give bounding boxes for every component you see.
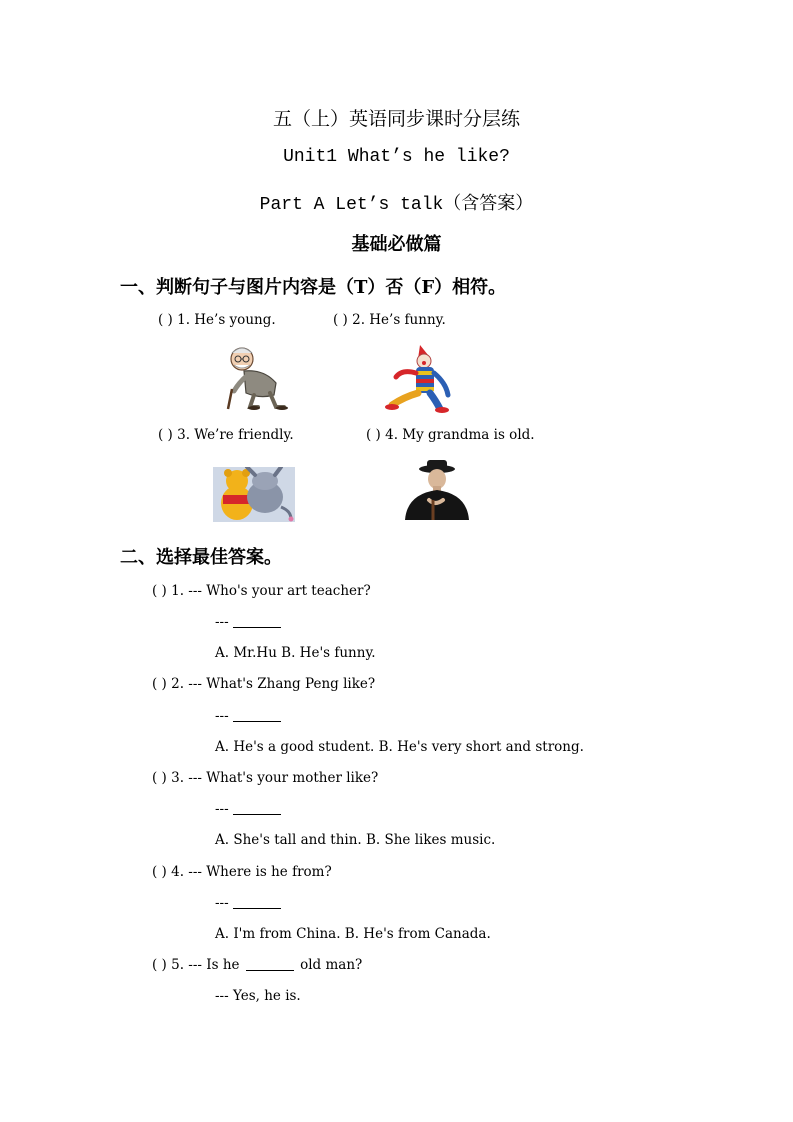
question-2-2-reply — [215, 708, 281, 724]
question-2-4-stem: ( ) 4. --- Where is he from? — [152, 864, 332, 880]
reply-dashes: --- — [215, 708, 229, 724]
level-title: 基础必做篇 — [351, 234, 442, 255]
clown-picture — [384, 343, 454, 413]
answer-blank[interactable] — [246, 969, 294, 971]
question-2-1-reply — [215, 614, 281, 630]
question-2-3-reply — [215, 801, 281, 817]
question-1-1: ( ) 1. He’s young. — [158, 312, 276, 328]
reply-dashes: --- — [215, 895, 229, 911]
stem-after-blank: old man? — [300, 957, 363, 973]
unit-title: Unit1 What’s he like? — [283, 147, 510, 167]
answer-blank[interactable] — [233, 907, 281, 909]
page-title: 五（上）英语同步课时分层练 — [272, 108, 520, 130]
question-2-3-stem: ( ) 3. --- What's your mother like? — [152, 770, 379, 786]
pooh-eeyore-picture — [213, 467, 295, 522]
question-1-3: ( ) 3. We’re friendly. — [158, 427, 294, 443]
question-1-2: ( ) 2. He’s funny. — [333, 312, 446, 328]
question-2-5-reply: --- Yes, he is. — [215, 988, 301, 1004]
answer-blank[interactable] — [233, 626, 281, 628]
question-2-5-stem — [152, 957, 362, 973]
man-in-hat-picture — [399, 460, 475, 520]
answer-blank[interactable] — [233, 813, 281, 815]
question-2-1-options: A. Mr.Hu B. He's funny. — [215, 645, 376, 661]
reply-dashes: --- — [215, 614, 229, 630]
section2-heading: 二、选择最佳答案。 — [120, 547, 282, 568]
question-2-2-options: A. He's a good student. B. He's very short and strong. — [215, 739, 584, 755]
question-1-4: ( ) 4. My grandma is old. — [366, 427, 535, 443]
question-2-4-options: A. I'm from China. B. He's from Canada. — [215, 926, 491, 942]
stem-before-blank: ( ) 5. --- Is he — [152, 957, 240, 973]
question-2-4-reply — [215, 895, 281, 911]
question-2-2-stem: ( ) 2. --- What's Zhang Peng like? — [152, 676, 376, 692]
old-man-picture — [220, 345, 292, 411]
answer-blank[interactable] — [233, 720, 281, 722]
part-title: Part A Let’s talk（含答案） — [259, 195, 534, 215]
question-2-3-options: A. She's tall and thin. B. She likes music. — [215, 832, 496, 848]
section1-heading: 一、判断句子与图片内容是（T）否（F）相符。 — [120, 277, 507, 298]
reply-dashes: --- — [215, 801, 229, 817]
question-2-1-stem: ( ) 1. --- Who's your art teacher? — [152, 583, 371, 599]
